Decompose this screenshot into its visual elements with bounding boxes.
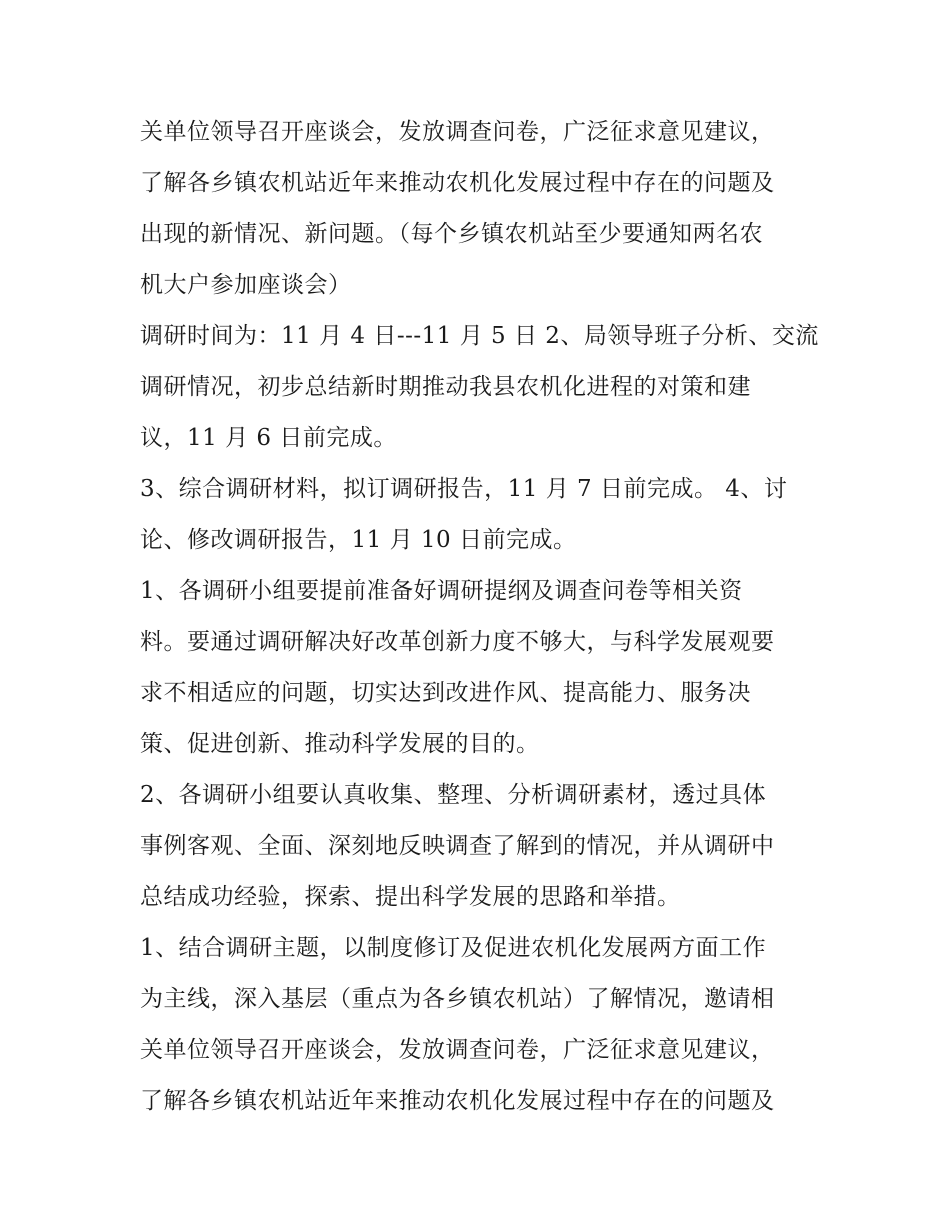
text-line: 1、各调研小组要提前准备好调研提纲及调查问卷等相关资	[140, 578, 743, 604]
text-line: 了解各乡镇农机站近年来推动农机化发展过程中存在的问题及	[140, 170, 775, 196]
document-body	[140, 107, 830, 1127]
text-line: 3、综合调研材料，拟订调研报告，11 月 7 日前完成。 4、讨	[140, 476, 788, 502]
text-line: 求不相适应的问题，切实达到改进作风、提高能力、服务决	[140, 680, 751, 706]
text-line: 策、促进创新、推动科学发展的目的。	[140, 731, 540, 757]
text-line: 调研时间为：11 月 4 日---11 月 5 日 2、局领导班子分析、交流	[140, 323, 819, 349]
text-line: 为主线，深入基层（重点为各乡镇农机站）了解情况，邀请相	[140, 986, 775, 1012]
text-line: 议，11 月 6 日前完成。	[140, 425, 397, 451]
text-line: 机大户参加座谈会）	[140, 272, 352, 298]
text-line: 论、修改调研报告，11 月 10 日前完成。	[140, 527, 577, 553]
text-line: 料。要通过调研解决好改革创新力度不够大，与科学发展观要	[140, 629, 775, 655]
text-line: 2、各调研小组要认真收集、整理、分析调研素材，透过具体	[140, 782, 767, 808]
text-line: 总结成功经验，探索、提出科学发展的思路和举措。	[140, 884, 681, 910]
text-line: 事例客观、全面、深刻地反映调查了解到的情况，并从调研中	[140, 833, 775, 859]
text-line: 关单位领导召开座谈会，发放调查问卷，广泛征求意见建议，	[140, 1037, 775, 1063]
text-line: 出现的新情况、新问题。（每个乡镇农机站至少要通知两名农	[140, 221, 763, 247]
text-line: 调研情况，初步总结新时期推动我县农机化进程的对策和建	[140, 374, 751, 400]
text-line: 了解各乡镇农机站近年来推动农机化发展过程中存在的问题及	[140, 1088, 775, 1114]
text-line: 关单位领导召开座谈会，发放调查问卷，广泛征求意见建议，	[140, 119, 775, 145]
text-line: 1、结合调研主题，以制度修订及促进农机化发展两方面工作	[140, 935, 767, 961]
